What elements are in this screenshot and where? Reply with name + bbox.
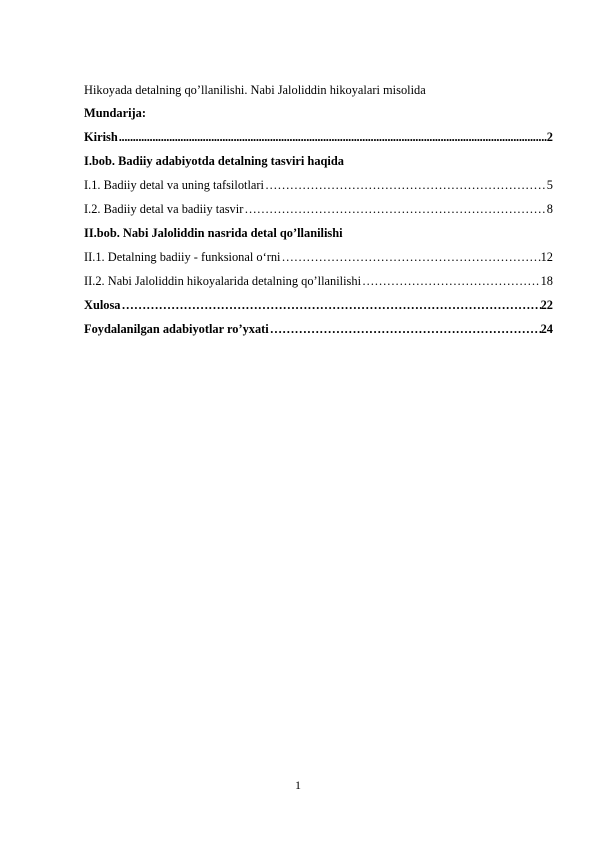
toc-entry-kirish [84, 129, 553, 145]
toc-leader-dots [122, 297, 541, 313]
toc-entry-label: I.1. Badiiy detal va uning tafsilotlari [84, 178, 264, 192]
toc-entry-label: II.2. Nabi Jaloliddin hikoyalarida detalning qo’llanilishi [84, 274, 362, 288]
toc-leader-dots [362, 273, 541, 289]
toc-leader-dots [119, 129, 547, 145]
toc-leader-dots [244, 201, 546, 217]
toc-entry-adabiyotlar [84, 321, 553, 337]
toc-entry-label: I.2. Badiiy detal va badiiy tasvir [84, 202, 244, 216]
toc-entry-page: 12 [540, 250, 553, 264]
toc-entry-1-2 [84, 201, 553, 217]
toc-leader-dots [281, 249, 540, 265]
toc-entry-label: Xulosa [84, 298, 121, 312]
page-number: 1 [295, 778, 301, 792]
toc-entry-label: II.1. Detalning badiiy - funksional o‘rni [84, 250, 281, 264]
toc-entry-label: Foydalanilgan adabiyotlar ro’yxati [84, 322, 269, 336]
toc-entry-label: Kirish [84, 130, 118, 144]
toc-entry-page: 22 [540, 298, 553, 312]
toc-entry-page: 8 [546, 202, 553, 216]
toc-entry-page: 24 [540, 322, 553, 336]
toc-entry-xulosa [84, 297, 553, 313]
document-title: Hikoyada detalning qo’llanilishi. Nabi Jaloliddin hikoyalari misolida [84, 83, 426, 97]
toc-chapter-2: II.bob. Nabi Jaloliddin nasrida detal qo’llanilishi [84, 226, 343, 240]
toc-chapter-1: I.bob. Badiiy adabiyotda detalning tasviri haqida [84, 154, 344, 168]
toc-entry-page: 2 [546, 130, 553, 144]
toc-entry-1-1 [84, 177, 553, 193]
toc-leader-dots [265, 177, 547, 193]
toc-entry-page: 5 [546, 178, 553, 192]
toc-entry-2-2 [84, 273, 553, 289]
toc-leader-dots [270, 321, 541, 337]
toc-entry-2-1 [84, 249, 553, 265]
contents-heading: Mundarija: [84, 106, 146, 120]
toc-entry-page: 18 [540, 274, 553, 288]
